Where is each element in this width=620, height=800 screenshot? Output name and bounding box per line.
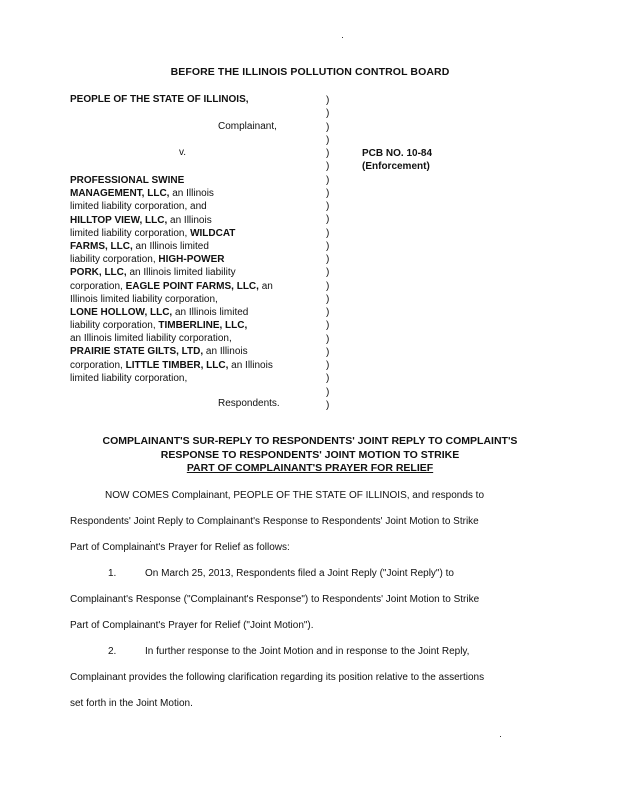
paren: ) bbox=[326, 161, 330, 173]
paren: ) bbox=[326, 333, 330, 345]
intro-line-2: Respondents' Joint Reply to Complainant's Response to Respondents' Joint Motion to Strike bbox=[70, 516, 479, 527]
paren: ) bbox=[326, 121, 330, 133]
paragraph-2-line-2: Complainant provides the following clarification regarding its position relative to the assertions bbox=[70, 672, 485, 683]
respondent-line: limited liability corporation, bbox=[70, 372, 188, 384]
respondent-line: PRAIRIE STATE GILTS, LTD, an Illinois bbox=[70, 346, 248, 358]
heading-line-3: PART OF COMPLAINANT'S PRAYER FOR RELIEF bbox=[186, 462, 434, 474]
paragraph-1-line-2: Complainant's Response ("Complainant's Response") to Respondents' Joint Motion to Strike bbox=[70, 594, 480, 605]
paren: ) bbox=[326, 360, 330, 371]
paragraph-2-number: 2. bbox=[108, 646, 117, 657]
respondent-line: an Illinois limited liability corporation, bbox=[70, 333, 232, 345]
scan-speck bbox=[500, 736, 501, 737]
respondent-line: limited liability corporation, and bbox=[70, 201, 207, 213]
paren: ) bbox=[326, 214, 330, 226]
case-number: PCB NO. 10-84 bbox=[362, 148, 433, 159]
respondent-line: PROFESSIONAL SWINE bbox=[70, 175, 185, 186]
paren: ) bbox=[326, 293, 330, 305]
heading-line-2: RESPONSE TO RESPONDENTS' JOINT MOTION TO STRIKE bbox=[160, 448, 460, 461]
intro-line-3: Part of Complainant's Prayer for Relief as follows: bbox=[70, 542, 290, 553]
paren: ) bbox=[326, 134, 330, 146]
paren: ) bbox=[326, 386, 330, 398]
respondents-role: Respondents. bbox=[218, 398, 280, 409]
respondent-line: liability corporation, TIMBERLINE, LLC, bbox=[70, 320, 248, 332]
document-heading bbox=[0, 435, 620, 476]
scan-speck bbox=[342, 37, 343, 38]
intro-line-1: NOW COMES Complainant, PEOPLE OF THE STATE OF ILLINOIS, and responds to bbox=[105, 490, 485, 501]
respondent-line: limited liability corporation, WILDCAT bbox=[70, 227, 236, 239]
paren: ) bbox=[326, 108, 330, 120]
versus-label: v. bbox=[179, 147, 187, 158]
paragraph-2-line-3: set forth in the Joint Motion. bbox=[70, 698, 193, 709]
paren: ) bbox=[326, 320, 330, 332]
paren: ) bbox=[326, 95, 330, 106]
case-number-block bbox=[362, 147, 432, 173]
paren: ) bbox=[326, 174, 330, 186]
case-type: (Enforcement) bbox=[362, 161, 430, 172]
paren: ) bbox=[326, 187, 330, 199]
paragraph-1-line-3: Part of Complainant's Prayer for Relief ("Joint Motion"). bbox=[70, 620, 314, 631]
paren: ) bbox=[326, 254, 330, 265]
paren: ) bbox=[326, 267, 330, 279]
respondent-line: LONE HOLLOW, LLC, an Illinois limited bbox=[70, 306, 249, 318]
board-title: BEFORE THE ILLINOIS POLLUTION CONTROL BOARD bbox=[170, 66, 450, 78]
paragraph-1-number: 1. bbox=[108, 568, 117, 579]
paren: ) bbox=[326, 307, 330, 318]
respondent-line: FARMS, LLC, an Illinois limited bbox=[70, 240, 209, 252]
paragraph-2-line-1: In further response to the Joint Motion and in response to the Joint Reply, bbox=[145, 646, 470, 657]
respondent-line: PORK, LLC, an Illinois limited liability bbox=[70, 267, 236, 279]
respondent-line: corporation, LITTLE TIMBER, LLC, an Illinois bbox=[70, 359, 273, 371]
paren: ) bbox=[326, 346, 330, 358]
paren: ) bbox=[326, 373, 330, 385]
respondents-list bbox=[70, 174, 330, 385]
caption-parentheses bbox=[326, 94, 334, 412]
paren: ) bbox=[326, 227, 330, 239]
paragraph-1-line-1: On March 25, 2013, Respondents filed a Joint Reply ("Joint Reply") to bbox=[145, 568, 454, 579]
respondent-line: corporation, EAGLE POINT FARMS, LLC, an bbox=[70, 280, 273, 292]
paren: ) bbox=[326, 240, 330, 252]
respondent-line: liability corporation, HIGH-POWER bbox=[70, 254, 225, 266]
respondent-line: HILLTOP VIEW, LLC, an Illinois bbox=[70, 214, 212, 226]
paren: ) bbox=[326, 148, 330, 159]
paren: ) bbox=[326, 280, 330, 292]
plaintiff-name: PEOPLE OF THE STATE OF ILLINOIS, bbox=[70, 94, 249, 105]
heading-line-1: COMPLAINANT'S SUR-REPLY TO RESPONDENTS' JOINT REPLY TO COMPLAINT'S bbox=[102, 435, 518, 447]
paren: ) bbox=[326, 201, 330, 212]
paren: ) bbox=[326, 399, 330, 411]
respondent-line: MANAGEMENT, LLC, an Illinois bbox=[70, 188, 214, 200]
plaintiff-role: Complainant, bbox=[218, 121, 277, 132]
respondent-line: Illinois limited liability corporation, bbox=[70, 293, 218, 305]
